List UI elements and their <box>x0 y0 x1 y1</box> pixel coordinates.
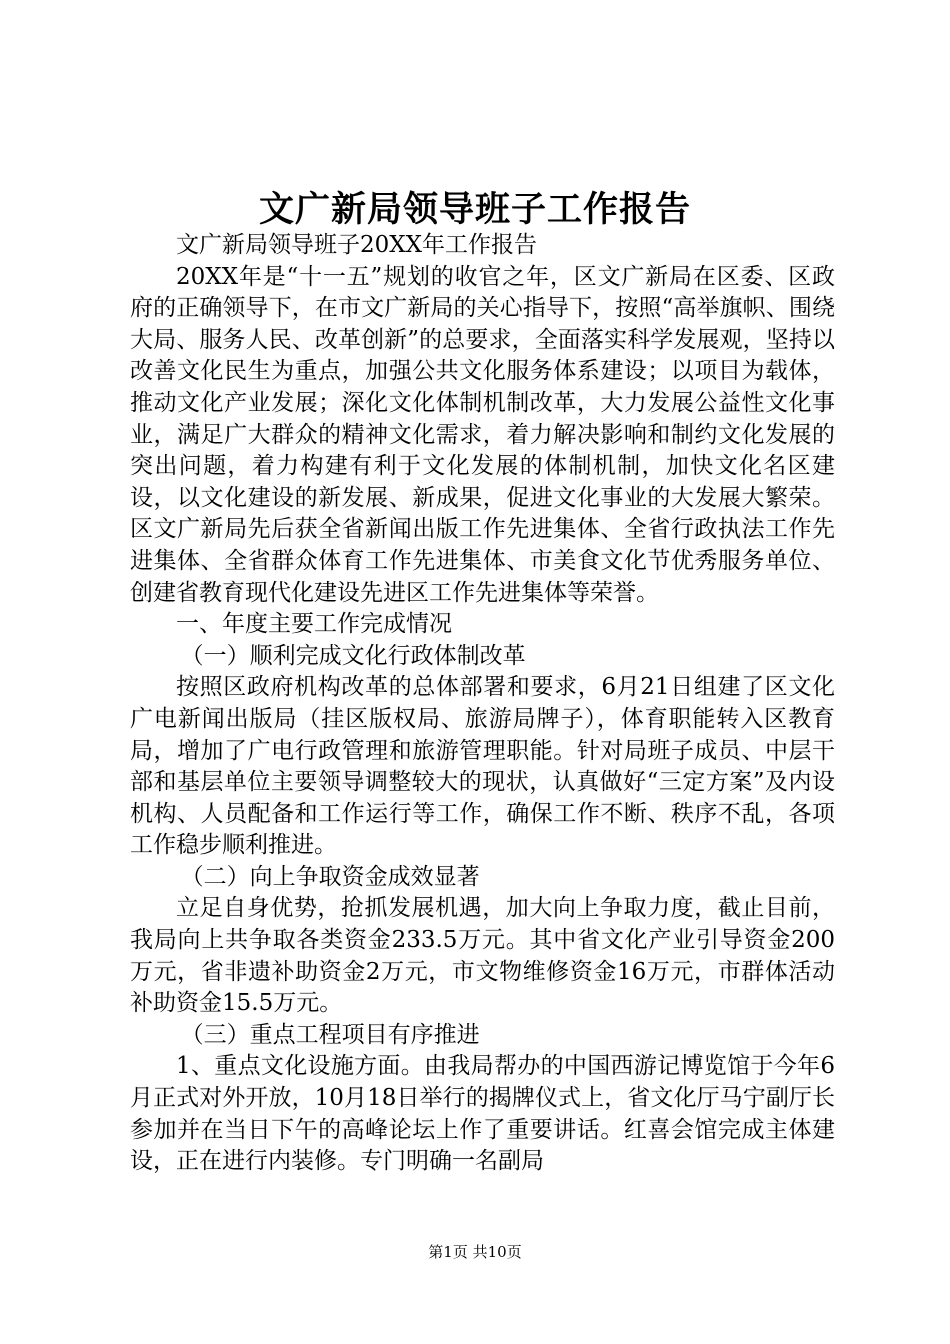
subsection-heading-1: （一）顺利完成文化行政体制改革 <box>180 642 526 669</box>
section-heading: 一、年度主要工作完成情况 <box>176 611 452 638</box>
body-paragraph-3: 1、重点文化设施方面。由我局帮办的中国西游记博览馆于今年6月正式对外开放，10月18日举行的揭牌仪式上，省文化厅马宁副厅长参加并在当日下午的高峰论坛上作了重要讲话。红喜会馆完成主体建设，正在进行内装修。专门明确一名副局 <box>130 1053 835 1175</box>
intro-paragraph: 20XX年是“十一五”规划的收官之年，区文广新局在区委、区政府的正确领导下，在市文广新局的关心指导下，按照“高举旗帜、围绕大局、服务人民、改革创新”的总要求，全面落实科学发展观，坚持以改善文化民生为重点，加强公共文化服务体系建设；以项目为载体，推动文化产业发展；深化文化体制机制改革，大力发展公益性文化事业，满足广大群众的精神文化需求，着力解决影响和制约文化发展的突出问题，着力构建有利于文化发展的体制机制，加快文化名区建设，以文化建设的新发展、新成果，促进文化事业的大发展大繁荣。区文广新局先后获全省新闻出版工作先进集体、全省行政执法工作先进集体、全省群众体育工作先进集体、市美食文化节优秀服务单位、创建省教育现代化建设先进区工作先进集体等荣誉。 <box>130 263 835 606</box>
document-title: 文广新局领导班子工作报告 <box>258 189 691 230</box>
page-footer: 第1页 共10页 <box>428 1243 522 1261</box>
subsection-heading-3: （三）重点工程项目有序推进 <box>180 1021 480 1048</box>
body-paragraph-1: 按照区政府机构改革的总体部署和要求，6月21日组建了区文化广电新闻出版局（挂区版权局、旅游局牌子），体育职能转入区教育局，增加了广电行政管理和旅游管理职能。针对局班子成员、中层干部和基层单位主要领导调整较大的现状，认真做好“三定方案”及内设机构、人员配备和工作运行等工作，确保工作不断、秩序不乱，各项工作稳步顺利推进。 <box>130 674 835 859</box>
report-heading: 文广新局领导班子20XX年工作报告 <box>176 232 538 258</box>
subsection-heading-2: （二）向上争取资金成效显著 <box>180 863 480 890</box>
body-paragraph-2: 立足自身优势，抢抓发展机遇，加大向上争取力度，截止目前，我局向上共争取各类资金233.5万元。其中省文化产业引导资金200万元，省非遗补助资金2万元，市文物维修资金16万元，市群体活动补助资金15.5万元。 <box>130 895 835 1017</box>
document-body <box>130 230 835 1178</box>
